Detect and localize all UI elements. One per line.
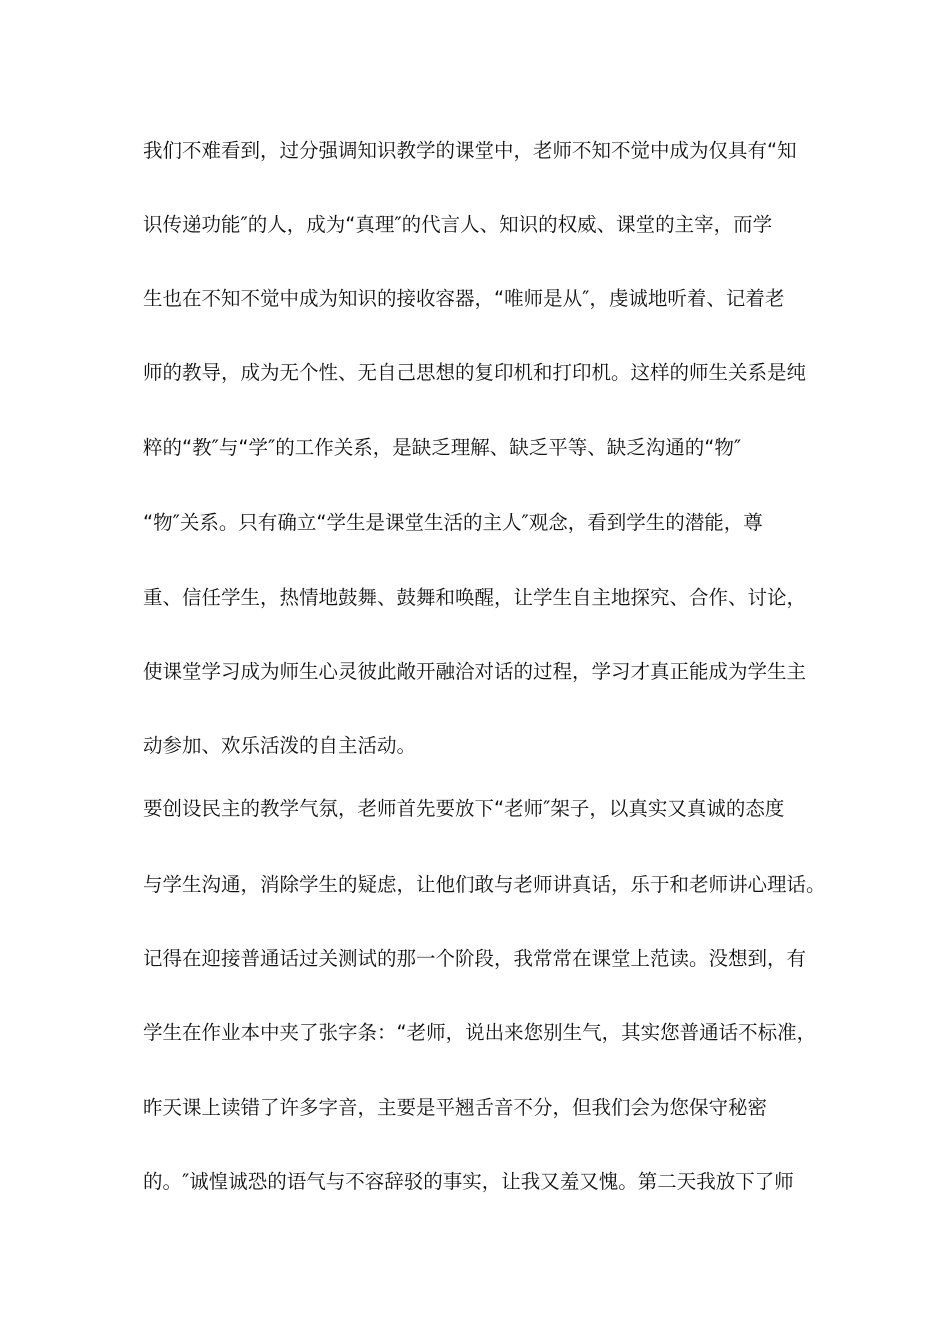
text-line: 识传递功能″的人，成为“真理″的代言人、知识的权威、课堂的主宰，而学 — [143, 213, 773, 236]
text-line: 生也在不知不觉中成为知识的接收容器，“唯师是从″，虔诚地听着、记着老 — [143, 287, 785, 310]
text-line: 动参加、欢乐活泼的自主活动。 — [143, 734, 417, 757]
text-line: 重、信任学生，热情地鼓舞、鼓舞和唤醒，让学生自主地探究、合作、讨论， — [143, 586, 807, 609]
text-line: 记得在迎接普通话过关测试的那一个阶段，我常常在课堂上范读。没想到，有 — [143, 947, 807, 970]
text-line: 使课堂学习成为师生心灵彼此敞开融洽对话的过程，学习才真正能成为学生主 — [143, 660, 807, 683]
text-line: “物″关系。只有确立“学生是课堂生活的主人″观念，看到学生的潜能，尊 — [143, 511, 763, 534]
text-line: 昨天课上读错了许多字音，主要是平翘舌音不分，但我们会为您保守秘密 — [143, 1096, 768, 1119]
text-line: 的。″诚惶诚恐的语气与不容辞驳的事实，让我又羞又愧。第二天我放下了师 — [143, 1170, 794, 1193]
text-line: 与学生沟通，消除学生的疑虑，让他们敢与老师讲真话，乐于和老师讲心理话。 — [143, 873, 826, 896]
text-line: 粹的“教″与“学″的工作关系，是缺乏理解、缺乏平等、缺乏沟通的“物″ — [143, 436, 742, 459]
text-line: 我们不难看到，过分强调知识教学的课堂中，老师不知不觉中成为仅具有“知 — [143, 139, 797, 162]
text-line: 师的教导，成为无个性、无自己思想的复印机和打印机。这样的师生关系是纯 — [143, 361, 807, 384]
text-line: 要创设民主的教学气氛，老师首先要放下“老师″架子，以真实又真诚的态度 — [143, 797, 785, 820]
text-line: 学生在作业本中夹了张字条：“老师，说出来您别生气，其实您普通话不标准， — [143, 1021, 817, 1044]
